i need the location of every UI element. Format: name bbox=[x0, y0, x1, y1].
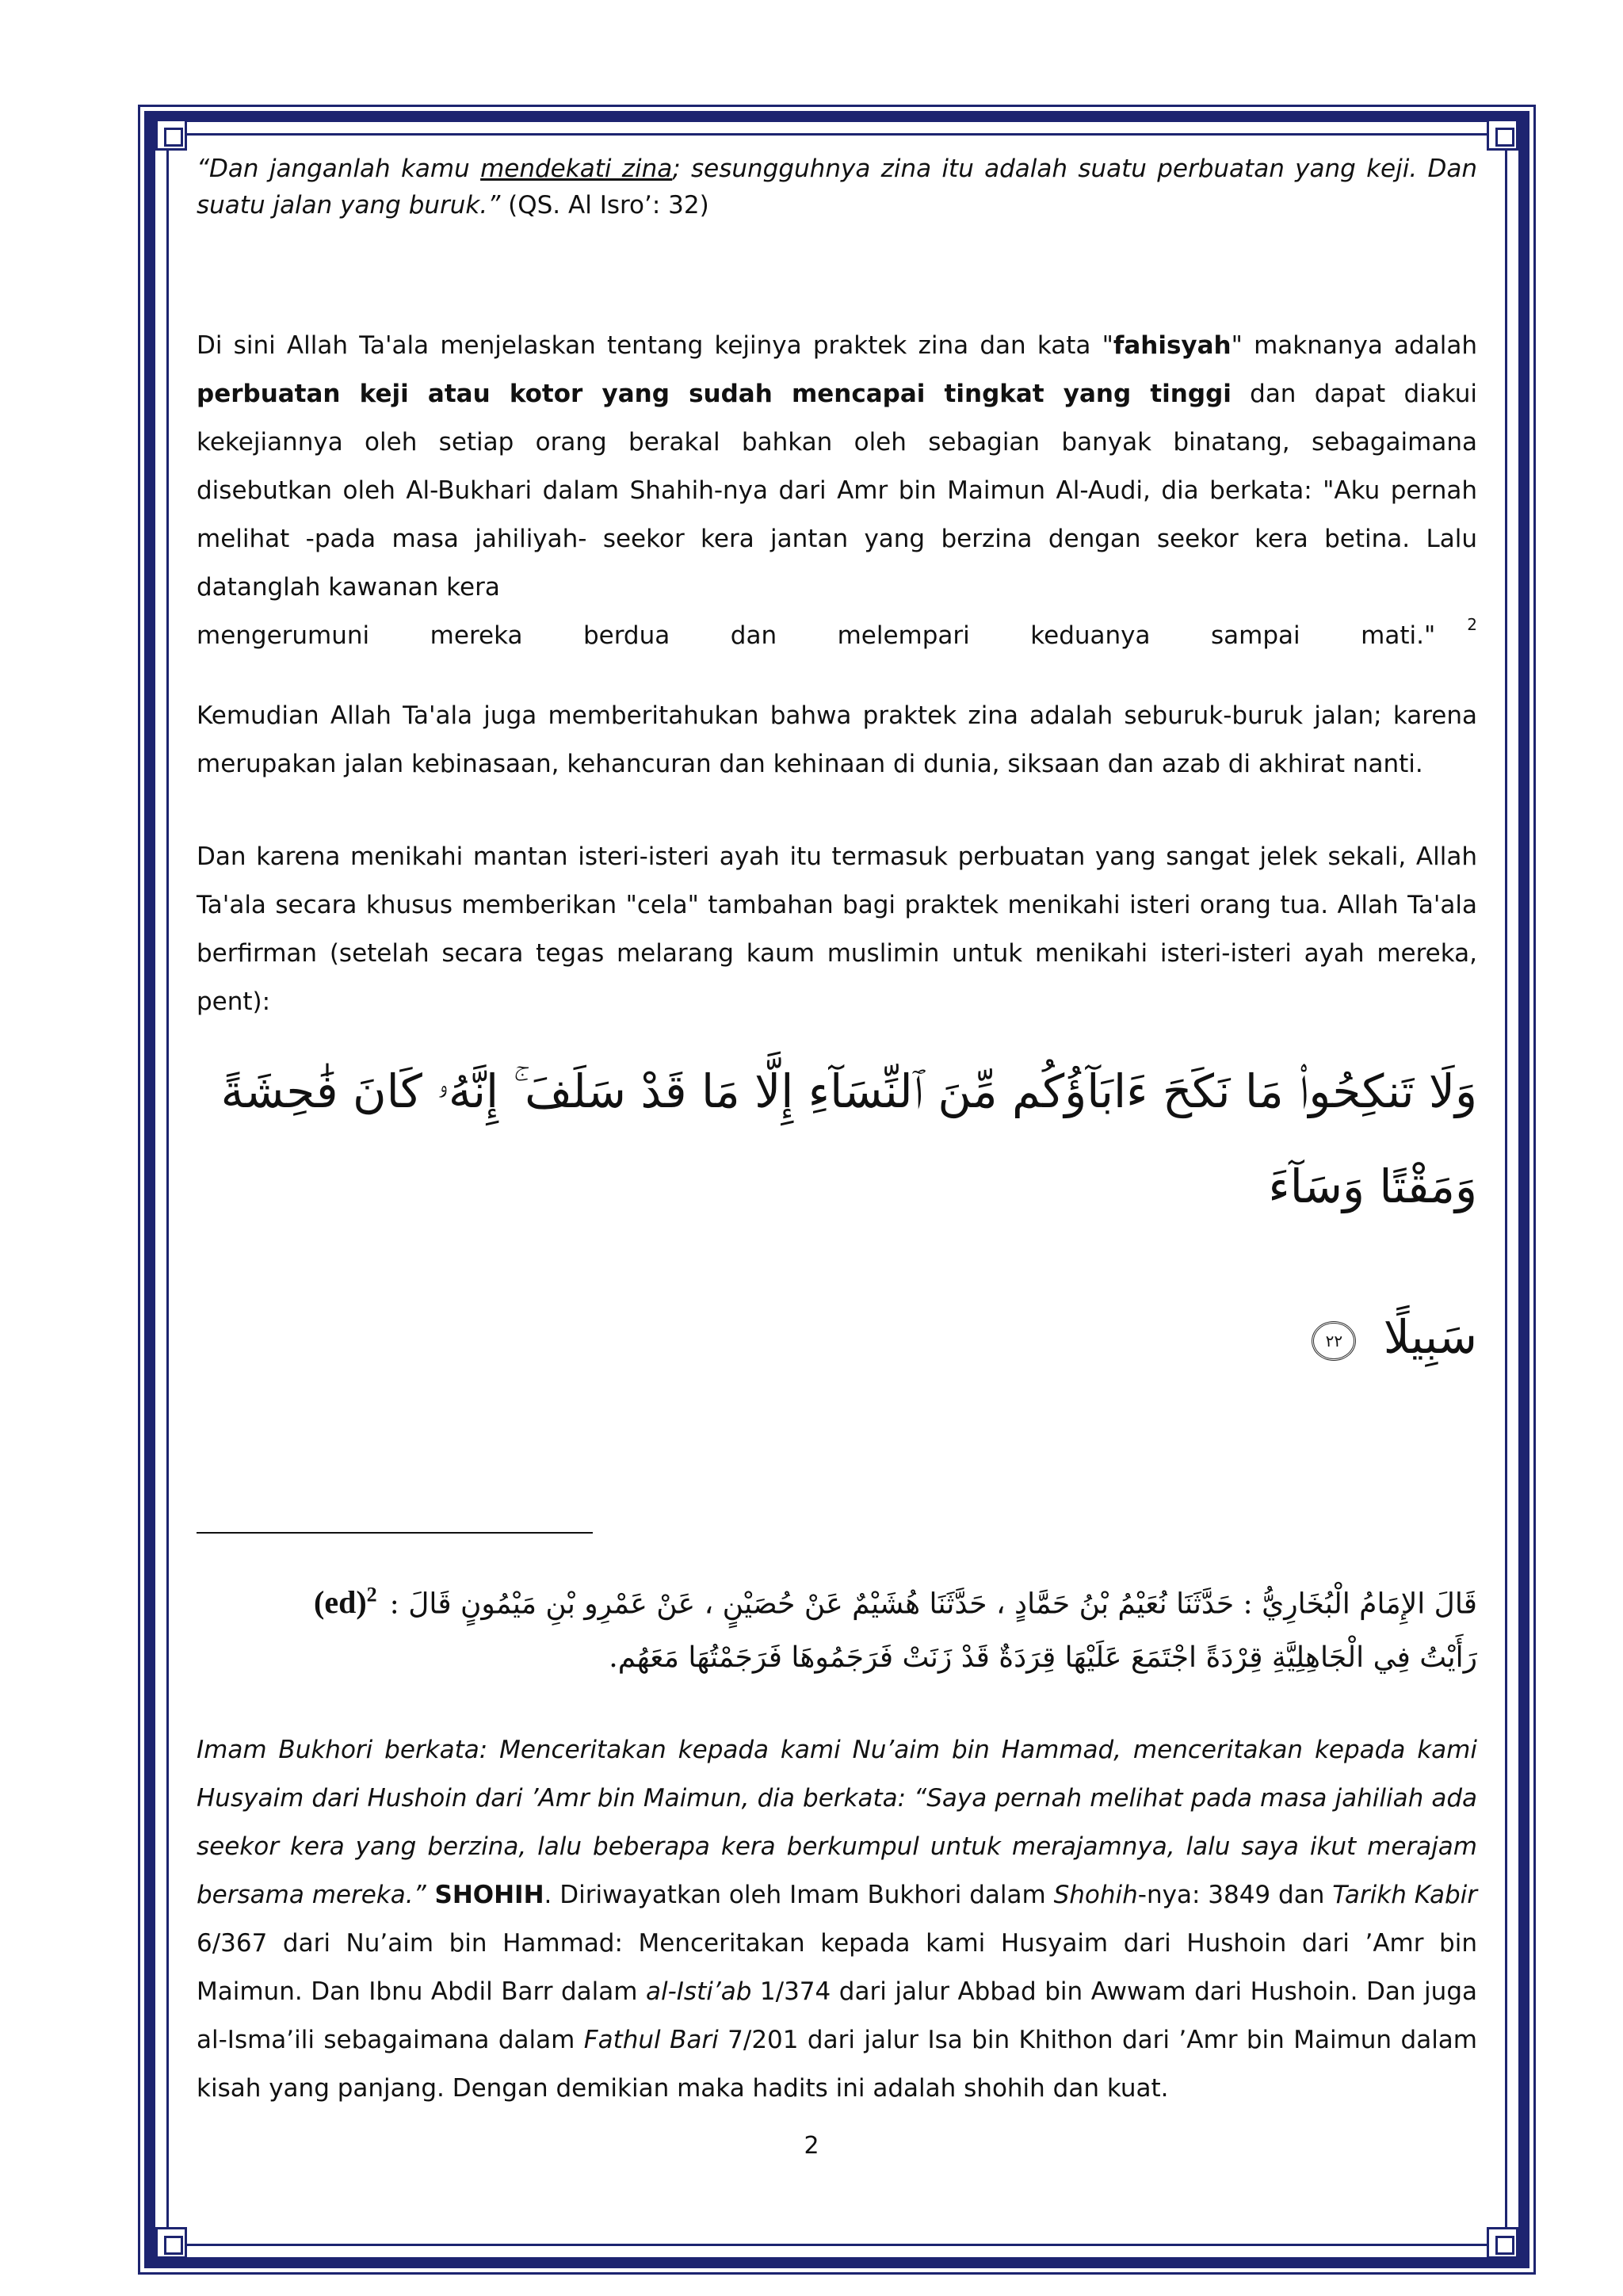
quran-translation-quote bbox=[197, 151, 1477, 223]
page-number: 2 bbox=[804, 2132, 819, 2160]
page-content bbox=[197, 151, 1477, 2113]
footnote bbox=[197, 1568, 1477, 2113]
paragraph-path: Kemudian Allah Ta'ala juga memberitahukan bahwa praktek zina adalah seburuk-buruk jalan; karena merupakan jalan kebinasaan, kehancuran dan kehinaan di dunia, siksaan dan azab di akhirat nanti. bbox=[197, 701, 1477, 778]
border-corner-ornament bbox=[1487, 119, 1518, 151]
word: mereka bbox=[430, 621, 523, 650]
footnote-reference[interactable]: 2 bbox=[1467, 615, 1477, 634]
word: mengerumuni bbox=[197, 621, 370, 650]
quran-verse-line: وَلَا تَنكِحُوا۟ مَا نَكَحَ ءَابَآؤُكُم مِّنَ ٱلنِّسَآءِ إِلَّا مَا قَدْ سَلَفَ ۚ إِنَّهُۥ كَانَ فَٰحِشَةً وَمَقْتًا وَسَآءَ bbox=[220, 1064, 1477, 1213]
border-corner-ornament bbox=[155, 2227, 187, 2259]
quote-citation: (QS. Al Isro’: 32) bbox=[500, 191, 709, 220]
quote-text: ; sesungguhnya zina itu adalah suatu perbuatan yang keji. Dan suatu jalan yang buruk.” bbox=[197, 155, 1477, 220]
paragraph-bold: perbuatan keji atau kotor yang sudah mencapai tingkat yang tinggi bbox=[197, 380, 1232, 408]
ayah-number-icon: ٢٢ bbox=[1312, 1321, 1356, 1361]
word: keduanya bbox=[1030, 621, 1151, 650]
paragraph-text: " maknanya adalah bbox=[1231, 331, 1477, 360]
quran-verse-word: سَبِيلًا bbox=[1383, 1310, 1477, 1364]
word: berdua bbox=[582, 621, 670, 650]
paragraph-marriage: Dan karena menikahi mantan isteri-isteri ayah itu termasuk perbuatan yang sangat jelek sekali, Allah Ta'ala secara khusus memberikan "cela" tambahan bagi praktek menikahi isteri orang tua. Allah Ta'ala berfirman (setelah secara tegas melarang kaum muslimin untuk menikahi isteri-isteri ayah mereka, pent): bbox=[197, 842, 1477, 1016]
paragraph-text: dan dapat diakui kekejiannya oleh setiap orang berakal bahkan oleh sebagian banyak binatang, sebagaimana disebutkan oleh Al-Bukhari dalam Shahih-nya dari Amr bin Maimun Al-Audi, dia berkata: "Aku pernah melihat -pada masa jahiliyah- seekor kera jantan yang berzina dengan seekor kera betina. Lalu datanglah kawanan kera bbox=[197, 380, 1477, 602]
quote-underlined: mendekati zina bbox=[480, 155, 673, 183]
footnote-translation: Imam Bukhori berkata: Menceritakan kepada kami Nu’aim bin Hammad, menceritakan kepada kami Husyaim dari Hushoin dari ’Amr bin Maimun, dia berkata: “Saya pernah melihat pada masa jahiliah ada seekor kera yang berzina, lalu beberapa kera berkumpul untuk merajamnya, lalu saya ikut merajam bersama mereka.” SHOHIH. Diriwayatkan oleh Imam Bukhori dalam Shohih-nya: 3849 dan Tarikh Kabir 6/367 dari Nu’aim bin Hammad: Menceritakan kepada kami Husyaim dari Hushoin dari ’Amr bin Maimun. Dan Ibnu Abdil Barr dalam al-Isti’ab 1/374 dari jalur Abbad bin Awwam dari Hushoin. Dan juga al-Isma’ili sebagaimana dalam Fathul Bari 7/201 dari jalur Isa bin Khithon dari ’Amr bin Maimun dalam kisah yang panjang. Dengan demikian maka hadits ini adalah shohih dan kuat. bbox=[197, 1736, 1478, 2103]
footnote-arabic-line: رَأَيْتُ فِي الْجَاهِلِيَّةِ قِرْدَةً اجْتَمَعَ عَلَيْهَا قِرَدَةٌ قَدْ زَنَتْ فَرَجَمُوهَا فَرَجَمْتُهَا مَعَهُم. bbox=[609, 1641, 1477, 1675]
word: melempari bbox=[837, 621, 970, 650]
word: mati." bbox=[1361, 621, 1436, 650]
border-corner-ornament bbox=[1487, 2227, 1518, 2259]
paragraph-bold: fahisyah bbox=[1113, 331, 1232, 360]
word: dan bbox=[730, 621, 777, 650]
paragraph-last-line bbox=[197, 612, 1477, 660]
border-corner-ornament bbox=[155, 119, 187, 151]
footnote-marker: (ed)$^2$ bbox=[314, 1584, 377, 1621]
quran-verse-line bbox=[197, 1289, 1477, 1385]
paragraph-fahisyah bbox=[197, 322, 1477, 660]
paragraph-text: Di sini Allah Ta'ala menjelaskan tentang kejinya praktek zina dan kata " bbox=[197, 331, 1113, 360]
quote-text: “Dan janganlah kamu bbox=[197, 155, 481, 183]
footnote-arabic-line bbox=[197, 1568, 1477, 1631]
footnote-arabic-text: قَالَ الإِمَامُ الْبُخَارِيُّ : حَدَّثَنَا نُعَيْمُ بْنُ حَمَّادٍ ، حَدَّثَنَا هُشَيْمٌ عَنْ حُصَيْنٍ ، عَنْ عَمْرِو بْنِ مَيْمُونٍ قَالَ : bbox=[389, 1587, 1477, 1621]
word: sampai bbox=[1211, 621, 1300, 650]
